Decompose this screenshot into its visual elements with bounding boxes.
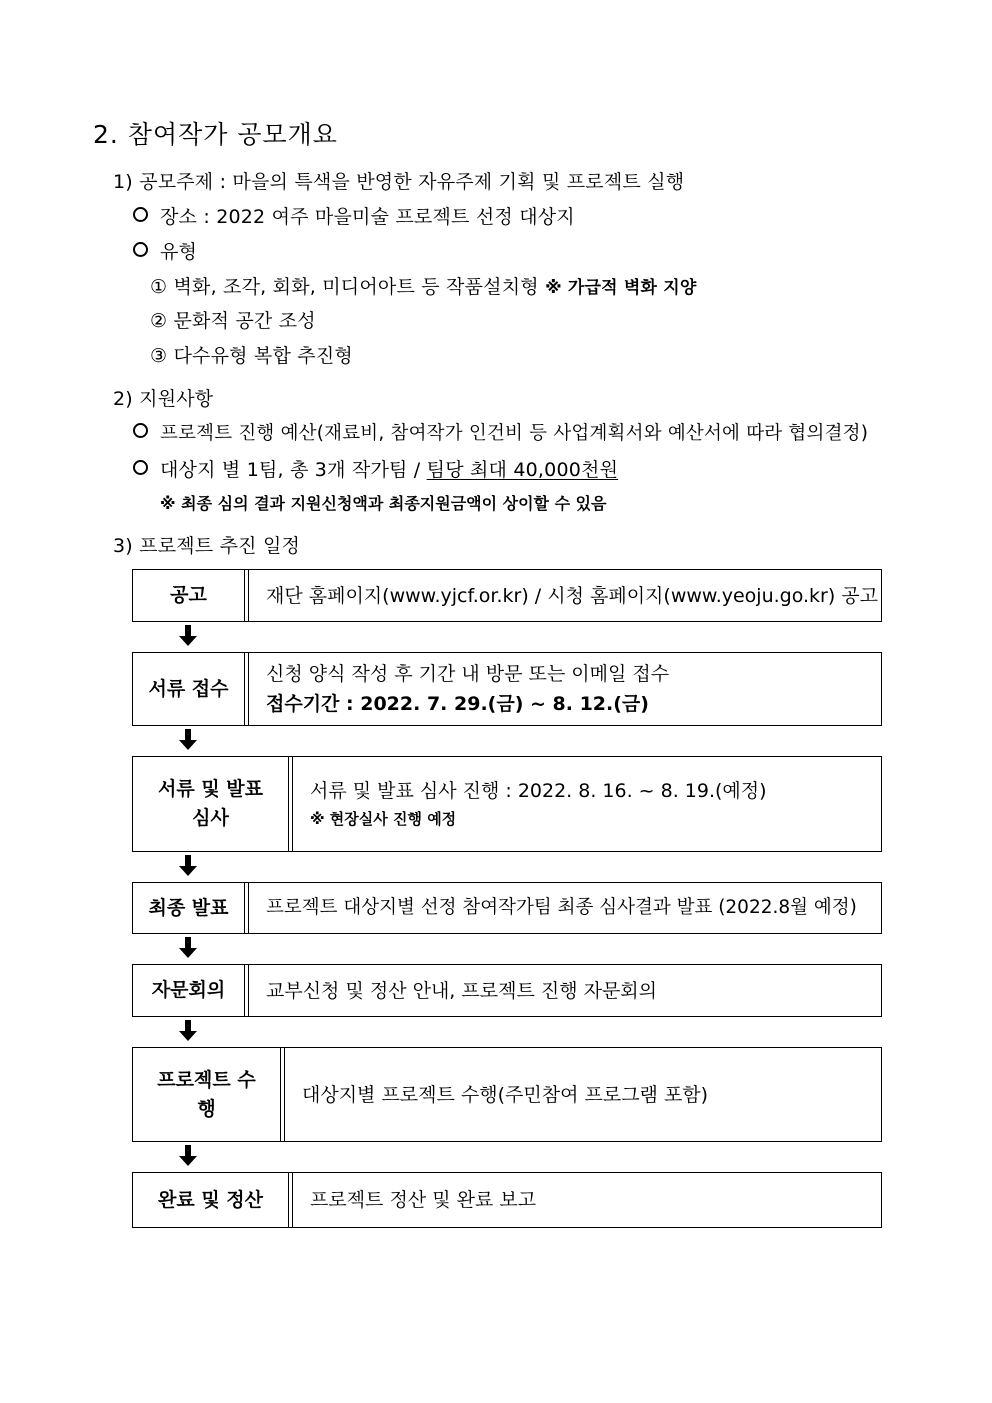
- schedule-step-execution: [132, 1047, 882, 1142]
- place-text: 장소 : 2022 여주 마을미술 프로젝트 선정 대상지: [160, 206, 575, 228]
- step-label: 공고: [133, 570, 245, 621]
- teams-text: 대상지 별 1팀, 총 3개 작가팀 /: [160, 459, 427, 481]
- step-description: [249, 653, 881, 725]
- step-description: [249, 883, 881, 933]
- step-desc-note: ※ 현장실사 진행 예정: [310, 810, 457, 828]
- type-item-text: ② 문화적 공간 조성: [150, 310, 316, 332]
- type-label: 유형: [160, 241, 198, 263]
- down-arrow-icon: [178, 937, 198, 959]
- schedule-step-review: [132, 756, 882, 852]
- step-desc-text: 프로젝트 정산 및 완료 보고: [310, 1189, 537, 1211]
- step-desc-text: 대상지별 프로젝트 수행(주민참여 프로그램 포함): [302, 1083, 709, 1106]
- type-item-3: [150, 341, 353, 368]
- step-label: 최종 발표: [133, 883, 245, 933]
- support-note: ※ 최종 심의 결과 지원신청액과 최종지원금액이 상이할 수 있음: [160, 494, 607, 513]
- schedule-step-announce: [132, 569, 882, 622]
- type-item-2: [150, 306, 316, 333]
- step-desc-text: 교부신청 및 정산 안내, 프로젝트 진행 자문회의: [266, 979, 658, 1002]
- step-label: 프로젝트 수행: [133, 1048, 281, 1141]
- step-description: [293, 757, 881, 851]
- type-item-text: ① 벽화, 조각, 회화, 미디어아트 등 작품설치형: [150, 276, 546, 298]
- schedule-heading: 3) 프로젝트 추진 일정: [113, 535, 301, 557]
- place-line: [133, 202, 575, 229]
- section-title: 2. 참여작가 공모개요: [93, 120, 338, 149]
- teams-max-text: 팀당 최대 40,000천원: [426, 459, 619, 481]
- type-line: [133, 237, 197, 264]
- step-label: 완료 및 정산: [133, 1173, 289, 1227]
- schedule-step-completion: [132, 1172, 882, 1228]
- step-desc-period: 접수기간 : 2022. 7. 29.(금) ~ 8. 12.(금): [266, 693, 649, 715]
- step-label: 서류 접수: [133, 653, 245, 725]
- step-description: [285, 1048, 881, 1141]
- circle-bullet-icon: [133, 460, 148, 475]
- step-desc-text: 프로젝트 대상지별 선정 참여작가팀 최종 심사결과 발표 (2022.8월 예정): [266, 897, 857, 918]
- budget-text: 프로젝트 진행 예산(재료비, 참여작가 인건비 등 사업계획서와 예산서에 따라 협의결정): [160, 423, 869, 444]
- step-description: [293, 1173, 881, 1227]
- step-label: 서류 및 발표 심사: [133, 757, 289, 851]
- step-label: 자문회의: [133, 965, 245, 1016]
- schedule-step-application: [132, 652, 882, 726]
- schedule-step-final-announcement: [132, 882, 882, 934]
- step-description: [249, 965, 881, 1016]
- down-arrow-icon: [178, 1020, 198, 1042]
- circle-bullet-icon: [133, 242, 148, 257]
- type-item-note: ※ 가급적 벽화 지양: [545, 278, 697, 298]
- schedule-step-consultation: [132, 964, 882, 1017]
- teams-line: [133, 455, 618, 482]
- step-description: [249, 570, 881, 621]
- down-arrow-icon: [178, 855, 198, 877]
- step-desc-text: 신청 양식 작성 후 기간 내 방문 또는 이메일 접수: [266, 663, 670, 685]
- step-desc-text: 재단 홈페이지(www.yjcf.or.kr) / 시청 홈페이지(www.yeoju.go.kr) 공고: [266, 584, 879, 607]
- circle-bullet-icon: [133, 207, 148, 222]
- type-item-text: ③ 다수유형 복합 추진형: [150, 345, 353, 367]
- budget-line: [133, 419, 868, 445]
- topic-heading: 1) 공모주제 : 마을의 특색을 반영한 자유주제 기획 및 프로젝트 실행: [113, 171, 685, 193]
- circle-bullet-icon: [133, 423, 148, 438]
- support-heading: 2) 지원사항: [113, 388, 214, 410]
- step-desc-text: 서류 및 발표 심사 진행 : 2022. 8. 16. ~ 8. 19.(예정): [310, 780, 767, 802]
- down-arrow-icon: [178, 729, 198, 751]
- down-arrow-icon: [178, 625, 198, 647]
- type-item-1: [150, 272, 697, 299]
- down-arrow-icon: [178, 1145, 198, 1167]
